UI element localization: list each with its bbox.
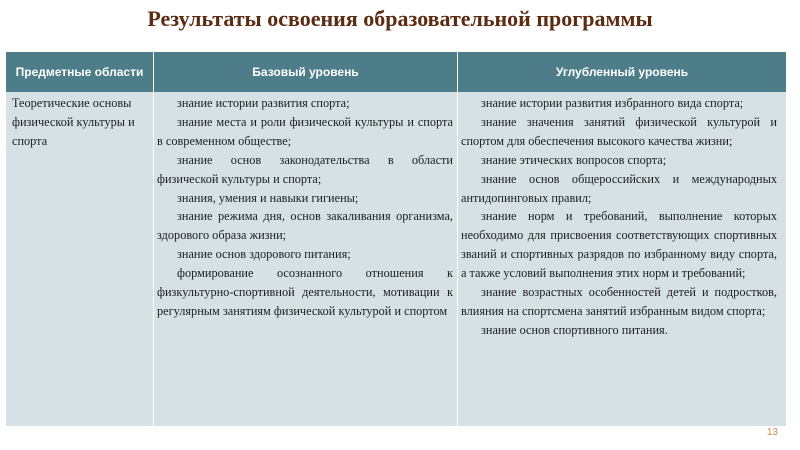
- basic-item: знание основ здорового питания;: [177, 247, 351, 262]
- header-subject-areas: Предметные области: [6, 52, 153, 92]
- basic-item: знание места и роли физической культуры и спорта в современном обществе;: [157, 114, 453, 148]
- basic-item: знание режима дня, основ закаливания организма, здорового образа жизни;: [157, 209, 453, 243]
- advanced-level-cell: [461, 94, 777, 340]
- basic-item: знания, умения и навыки гигиены;: [177, 190, 359, 205]
- advanced-item: знание возрастных особенностей детей и подростков, влияния на спортсмена занятий избранным видом спорта;: [461, 285, 777, 318]
- column-divider: [153, 92, 154, 426]
- advanced-item: знание основ общероссийских и международных антидопинговых правил;: [461, 171, 777, 205]
- column-divider: [457, 92, 458, 426]
- advanced-item: знание истории развития избранного вида спорта;: [481, 96, 744, 110]
- basic-item: формирование осознанного отношения к физкультурно-спортивной деятельности, мотивации к регулярным занятиям физической культурой и спортом: [157, 266, 453, 318]
- header-advanced-level: Углубленный уровень: [458, 52, 786, 92]
- basic-item: знание истории развития спорта;: [177, 96, 350, 110]
- header-basic-level: Базовый уровень: [154, 52, 457, 92]
- advanced-item: знание основ спортивного питания.: [481, 322, 668, 337]
- results-table: [6, 52, 786, 426]
- basic-item: знание основ законодательства в области физической культуры и спорта;: [157, 152, 453, 186]
- advanced-item: знание значения занятий физической культурой и спортом для обеспечения высокого качества жизни;: [461, 114, 777, 148]
- slide-title: Результаты освоения образовательной программы: [147, 6, 653, 31]
- subject-cell: Теоретические основы физической культуры и спорта: [12, 96, 135, 148]
- advanced-item: знание норм и требований, выполнение которых необходимо для присвоения соответствующих спортивных званий и спортивных разрядов по избранному виду спорта, а также условий выполнения этих норм и требований;: [461, 209, 777, 281]
- advanced-item: знание этических вопросов спорта;: [481, 152, 667, 167]
- page-number: 13: [766, 427, 778, 438]
- basic-level-cell: [157, 94, 453, 321]
